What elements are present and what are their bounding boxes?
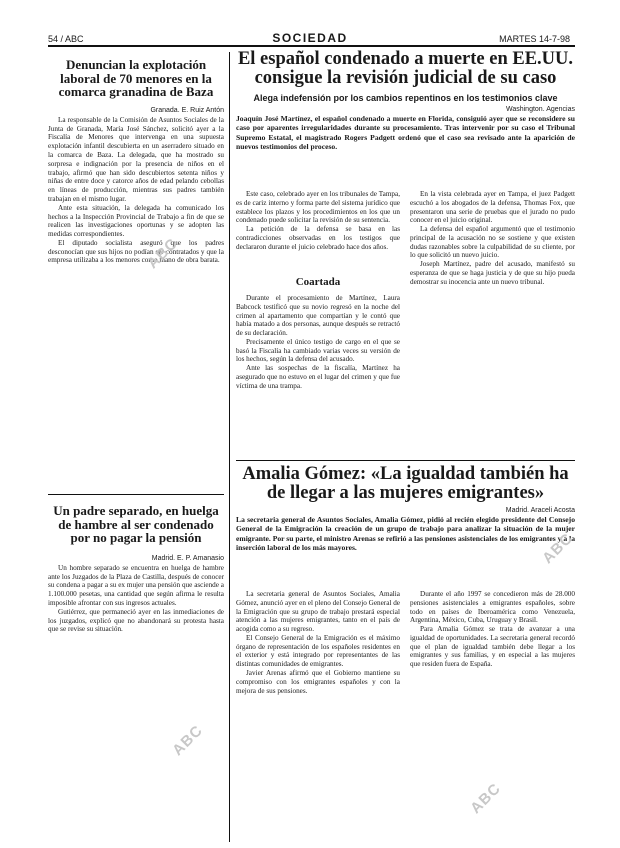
paragraph: Gutiérrez, que permaneció ayer en las inmediaciones de los juzgados, explicó que no abandonará su protesta hasta que se revise su situación. (48, 607, 224, 634)
article-main (236, 50, 575, 152)
subtitle: Alega indefensión por los cambios repentinos en los testimonios clave (253, 92, 558, 103)
headline: Amalia Gómez: «La igualdad también ha de llegar a las mujeres emigrantes» (242, 464, 569, 504)
paragraph: Ante esta situación, la delegada ha comunicado los hechos a la Inspección Provincial de Trabajo a fin de que se realicen las investigaciones oportunas y se adopten las medidas correspondientes. (48, 203, 224, 239)
paragraph: La petición de la defensa se basa en las contradicciones observadas en los testigos que declararon durante el juicio celebrado hace dos años. (236, 225, 400, 251)
paragraph: La secretaria general de Asuntos Sociales, Amalia Gómez, anunció ayer en el pleno del Consejo General de la Emigración que su grupo de trabajo prestará especial atención a las mujeres emigrantes, tanto en el país de acogida como a su regreso. (236, 590, 400, 634)
paragraph: Este caso, celebrado ayer en los tribunales de Tampa, es de cariz interno y forma parte del sistema jurídico que establece los plazos y los procedimientos en los que un condenado puede solicitar la revisión de su sentencia. (236, 190, 400, 225)
crosshead: Coartada (295, 276, 341, 288)
main-column-1 (236, 190, 400, 269)
watermark: ABC (539, 529, 577, 568)
header-rule (48, 45, 575, 47)
article-body (48, 116, 224, 265)
paragraph: El diputado socialista aseguró que los padres desconocían que sus hijos no podían ser contratados y que la empresa utilizaba a los menores como mano de obra barata. (48, 238, 224, 265)
lead-paragraph: La secretaria general de Asuntos Sociales, Amalia Gómez, pidió al recién elegido presidente del Consejo General de la Emigración la creación de un grupo de trabajo para analizar la situación de la mujer emigrante. Por su parte, el ministro Arenas se refirió a las pensiones asistenciales de los emigrantes y a la inserción laboral de los más mayores. (236, 514, 575, 553)
paragraph: Durante el año 1997 se concedieron más de 28.000 pensiones asistenciales a emigrantes españoles, sobre todo en países de Iberoamérica como Venezuela, Argentina, México, Cuba, Uruguay y Brasil. (410, 590, 575, 625)
article-body (48, 564, 224, 634)
paragraph: Joseph Martínez, padre del acusado, manifestó su esperanza de que se haga justicia y de que su hijo pueda demostrar su inocencia ante un nuevo tribunal. (410, 260, 575, 286)
byline: Granada. E. Ruiz Antón (150, 106, 224, 114)
paragraph: Ante las sospechas de la fiscalía, Martínez ha asegurado que no estuvo en el lugar del crimen y que fue víctima de una trampa. (236, 364, 400, 390)
column-divider (229, 52, 230, 842)
paragraph: Para Amalia Gómez se trata de avanzar a una igualdad de oportunidades. La secretaria general recordó que el plan de igualdad también debe llegar a los emigrantes y sus familias, y en especial a las mujeres que residen fuera de España. (410, 625, 575, 669)
headline: El español condenado a muerte en EE.UU. consigue la revisión judicial de su caso (237, 49, 574, 89)
section-title: SOCIEDAD (272, 31, 348, 45)
second-column-1 (236, 590, 400, 840)
page-number: 54 / ABC (48, 34, 84, 44)
paragraph: Javier Arenas afirmó que el Gobierno mantiene su compromiso con los emigrantes españoles y con la mejora de sus pensiones. (236, 669, 400, 695)
paragraph: La responsable de la Comisión de Asuntos Sociales de la Junta de Granada, María José Sánchez, solicitó ayer a la Fiscalía de Menores que intervenga en una supuesta explotación infantil descubierta en un aserradero situado en la comarca de Baza. La delegada, que ha mostrado su sorpresa e indignación por la presencia de niños en el trabajo, afirmó que han sido descubiertos setenta niños y niñas de entre doce y catorce años de edad pelando cebollas en líneas de producción, mientras sus padres también trabajan en el mismo lugar. (48, 115, 224, 203)
byline: Madrid. E. P. Amanasio (151, 554, 224, 562)
lead-paragraph: Joaquín José Martínez, el español condenado a muerte en Florida, consiguió ayer que se reconsidere su caso por aparentes irregularidades durante su procesamiento. Tras intervenir por su caso el Tribunal Supremo Estatal, el magistrado Rogers Padgett ordenó que el caso sea revisado ante la aparición de nuevos testimonios del proceso. (236, 113, 575, 152)
byline: Washington. Agencias (505, 105, 575, 113)
article-left-top (48, 52, 224, 455)
paragraph: Un hombre separado se encuentra en huelga de hambre ante los Juzgados de la Plaza de Castilla, después de conocer su condena a pagar a su ex mujer una pensión que asciende a 1.100.000 pesetas, una cantidad que según afirma le resulta imposible afrontar con sus ingresos actuales. (48, 563, 224, 608)
paragraph: La defensa del español argumentó que el testimonio principal de la acusación no se sostiene y que existen dudas razonables sobre la culpabilidad de su cliente, por lo que solicitó un nuevo juicio. (410, 225, 575, 260)
headline: Denuncian la explotación laboral de 70 menores en la comarca granadina de Baza (58, 57, 214, 100)
paragraph: Durante el procesamiento de Martínez, Laura Babcock testificó que su novio regresó en la noche del crimen al apartamento que compartían y le contó que había matado a dos personas, aunque después se retractó de su declaración. (236, 294, 400, 338)
box-rule (48, 494, 224, 495)
main-column-1b (236, 294, 400, 452)
byline: Madrid. Araceli Acosta (505, 506, 575, 514)
paragraph: El Consejo General de la Emigración es el máximo órgano de representación de los españoles residentes en el exterior y está integrado por representantes de las distintas comunidades de emigrantes. (236, 633, 400, 669)
article-second (236, 465, 575, 553)
headline: Un padre separado, en huelga de hambre al ser condenado por no pagar la pensión (53, 504, 219, 546)
watermark: ABC (144, 234, 182, 273)
watermark: ABC (467, 779, 505, 818)
article-left-bottom (48, 504, 224, 840)
article-separator (236, 460, 575, 461)
issue-date: MARTES 14-7-98 (499, 34, 570, 44)
watermark: ABC (169, 721, 207, 760)
paragraph: Precisamente el único testigo de cargo en el que se basó la Fiscalía ha cambiado varias veces su versión de los hechos, según la defensa del acusado. (236, 337, 400, 364)
paragraph: En la vista celebrada ayer en Tampa, el juez Padgett escuchó a los abogados de la defensa, Thomas Fox, que presentaron una serie de pruebas que el jurado no pudo conocer en el juicio original. (410, 190, 575, 225)
main-column-2 (410, 190, 575, 452)
